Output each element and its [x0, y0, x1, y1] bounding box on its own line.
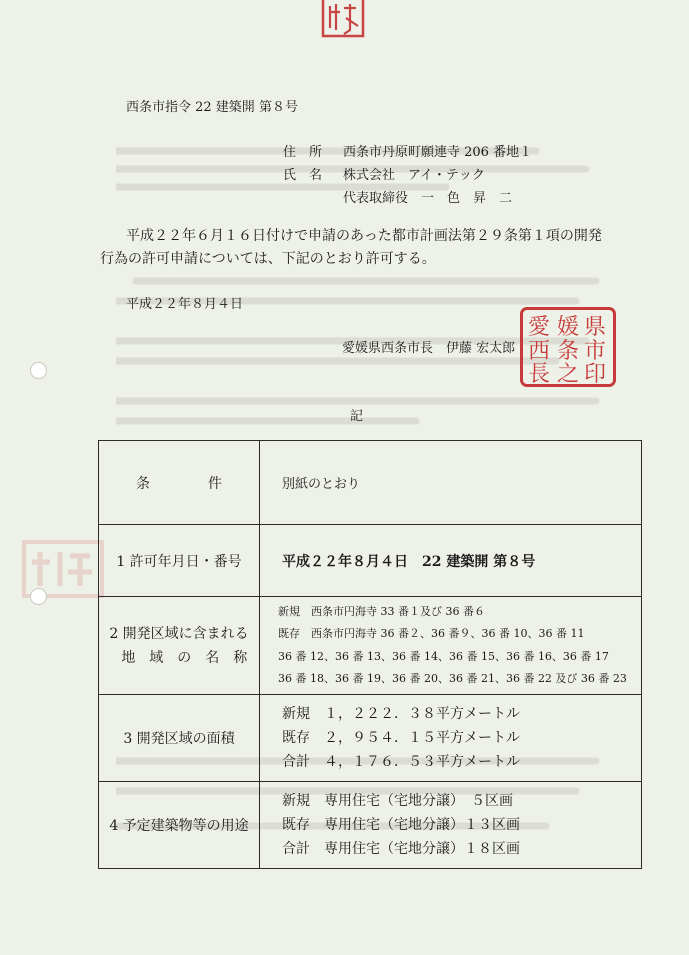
- building-use-line: 既存 専用住宅（宅地分譲）１３区画: [282, 817, 520, 833]
- conditions-label-right: 件: [208, 475, 222, 492]
- document-number: 西条市指令 22 建築開 第８号: [126, 100, 298, 115]
- area-names-label-line-1: 2 開発区域に含まれる: [109, 625, 249, 642]
- mayor-seal: [520, 307, 616, 387]
- building-use-label: 4 予定建築物等の用途: [99, 782, 260, 869]
- address-label: 住 所: [283, 145, 323, 160]
- area-names-label-cell: [99, 597, 260, 695]
- table-row-area-size: [99, 695, 642, 782]
- table-row-area-names: [99, 597, 642, 695]
- body-line-2: 行為の許可申請については、下記のとおり許可する。: [100, 251, 436, 267]
- conditions-table: [98, 440, 642, 869]
- representative: 代表取締役 一 色 昇 二: [343, 191, 513, 206]
- conditions-value: 別紙のとおり: [260, 441, 642, 525]
- seal-char: 愛: [527, 315, 551, 340]
- ki-heading: 記: [350, 409, 364, 424]
- table-row-building-use: [99, 782, 642, 869]
- building-use-line: 新規 専用住宅（宅地分譲） ５区画: [282, 793, 513, 809]
- table-row-conditions: [99, 441, 642, 525]
- area-size-line: 新規 １，２２２．３８平方メートル: [282, 706, 520, 722]
- seal-characters: [523, 310, 613, 384]
- table-row-permit-date: [99, 525, 642, 597]
- area-size-line: 合計 ４，１７６．５３平方メートル: [282, 754, 520, 770]
- conditions-label-cell: [99, 441, 260, 525]
- area-size-values: [260, 695, 642, 782]
- seal-char: 西: [527, 339, 551, 364]
- permit-date-value: 平成２２年８月４日 22 建築開 第８号: [260, 525, 642, 597]
- area-names-line: 新規 西条市円海寺 33 番１及び 36 番６: [278, 604, 485, 618]
- area-names-line: 36 番 18、36 番 19、36 番 20、36 番 21、36 番 22 及び 36 番 23: [278, 672, 627, 685]
- seal-char: 県: [583, 315, 607, 340]
- building-use-line: 合計 専用住宅（宅地分譲）１８区画: [282, 841, 520, 857]
- top-stamp-mark: [320, 0, 368, 48]
- seal-char: 媛: [556, 315, 580, 340]
- area-size-label: 3 開発区域の面積: [99, 695, 260, 782]
- punch-hole-top: [30, 362, 47, 379]
- name-value: 株式会社 アイ・テック: [343, 168, 485, 183]
- seal-char: 長: [527, 362, 551, 384]
- seal-char: 条: [556, 339, 580, 364]
- signer: 愛媛県西条市長 伊藤 宏太郎: [342, 341, 516, 356]
- seal-char: 之: [556, 362, 580, 384]
- body-line-1: 平成２２年６月１６日付けで申請のあった都市計画法第２９条第１項の開発: [126, 228, 602, 244]
- area-names-values: [260, 597, 642, 695]
- punch-hole-bottom: [30, 588, 47, 605]
- permit-date-label: 1 許可年月日・番号: [99, 525, 260, 597]
- building-use-values: [260, 782, 642, 869]
- area-size-line: 既存 ２，９５４．１５平方メートル: [282, 730, 520, 746]
- conditions-label-left: 条: [136, 475, 150, 492]
- area-names-line: 36 番 12、36 番 13、36 番 14、36 番 15、36 番 16、36 番 17: [278, 649, 609, 663]
- issue-date: 平成２２年８月４日: [126, 297, 244, 312]
- address-value: 西条市丹原町願連寺 206 番地１: [343, 145, 533, 160]
- seal-char: 市: [583, 339, 607, 364]
- area-names-line: 既存 西条市円海寺 36 番２、36 番９、36 番 10、36 番 11: [278, 627, 585, 640]
- seal-char: 印: [583, 362, 607, 384]
- area-names-label-line-2: 地 域 の 名 称: [121, 649, 248, 666]
- name-label: 氏 名: [283, 168, 323, 183]
